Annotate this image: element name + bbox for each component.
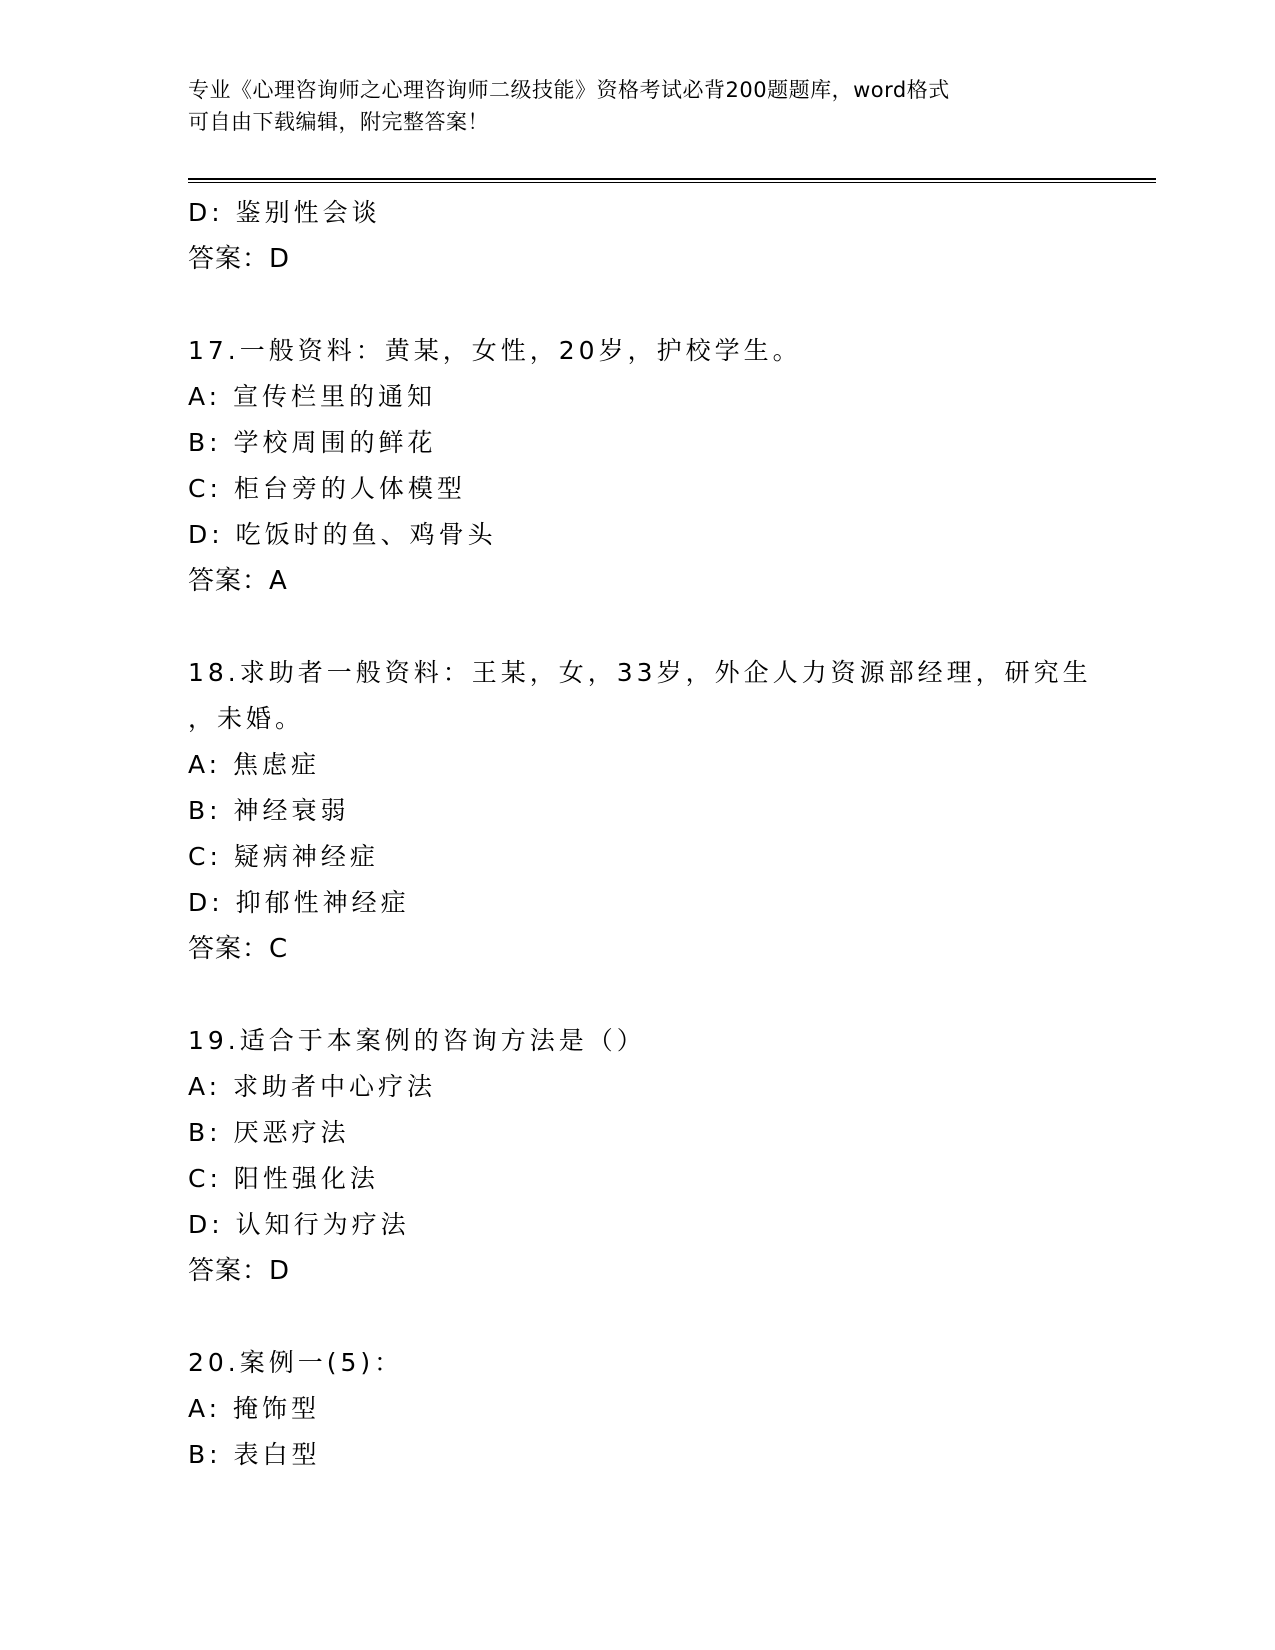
option-d: D: 吃饭时的鱼、鸡骨头 (188, 520, 497, 549)
question-stem (188, 1018, 1156, 1064)
answer-line: 答案：D (188, 244, 291, 274)
header-divider (188, 178, 1156, 183)
question-18 (188, 650, 1156, 972)
option-d: D: 抑郁性神经症 (188, 888, 410, 917)
option-b: B: 表白型 (188, 1440, 321, 1469)
option-a: A: 宣传栏里的通知 (188, 382, 437, 411)
question-stem-line: 18.求助者一般资料：王某，女，33岁，外企人力资源部经理，研究生 (188, 658, 1092, 687)
option-c: C: 疑病神经症 (188, 842, 379, 871)
question-stem-line: ，未婚。 (188, 704, 305, 733)
option-c: C: 柜台旁的人体模型 (188, 474, 466, 503)
question-list (188, 190, 1156, 1478)
question-17 (188, 328, 1156, 604)
question-stem (188, 1340, 1156, 1386)
answer-line: 答案：D (188, 1256, 291, 1286)
question-stem-line: 17.一般资料：黄某，女性，20岁，护校学生。 (188, 336, 802, 365)
option-b: B: 神经衰弱 (188, 796, 350, 825)
option-a: A: 焦虑症 (188, 750, 321, 779)
option-c: C: 阳性强化法 (188, 1164, 379, 1193)
header-line-1: 专业《心理咨询师之心理咨询师二级技能》资格考试必背200题题库，word格式 (188, 78, 950, 102)
option-a: A: 掩饰型 (188, 1394, 321, 1423)
answer-line: 答案：A (188, 566, 288, 596)
option-b: B: 厌恶疗法 (188, 1118, 350, 1147)
option-d: D: 认知行为疗法 (188, 1210, 410, 1239)
option-b: B: 学校周围的鲜花 (188, 428, 437, 457)
question-19 (188, 1018, 1156, 1294)
question-stem-line: 20.案例一(5)： (188, 1348, 404, 1377)
question-stem-line: 19.适合于本案例的咨询方法是（） (188, 1026, 646, 1055)
option-d: D: 鉴别性会谈 (188, 198, 381, 227)
answer-line: 答案：C (188, 934, 289, 964)
option-a: A: 求助者中心疗法 (188, 1072, 437, 1101)
header-line-2: 可自由下载编辑，附完整答案！ (188, 110, 489, 134)
question-20 (188, 1340, 1156, 1478)
document-header (188, 74, 1068, 138)
question-stem (188, 328, 1156, 374)
question-stem (188, 650, 1156, 742)
